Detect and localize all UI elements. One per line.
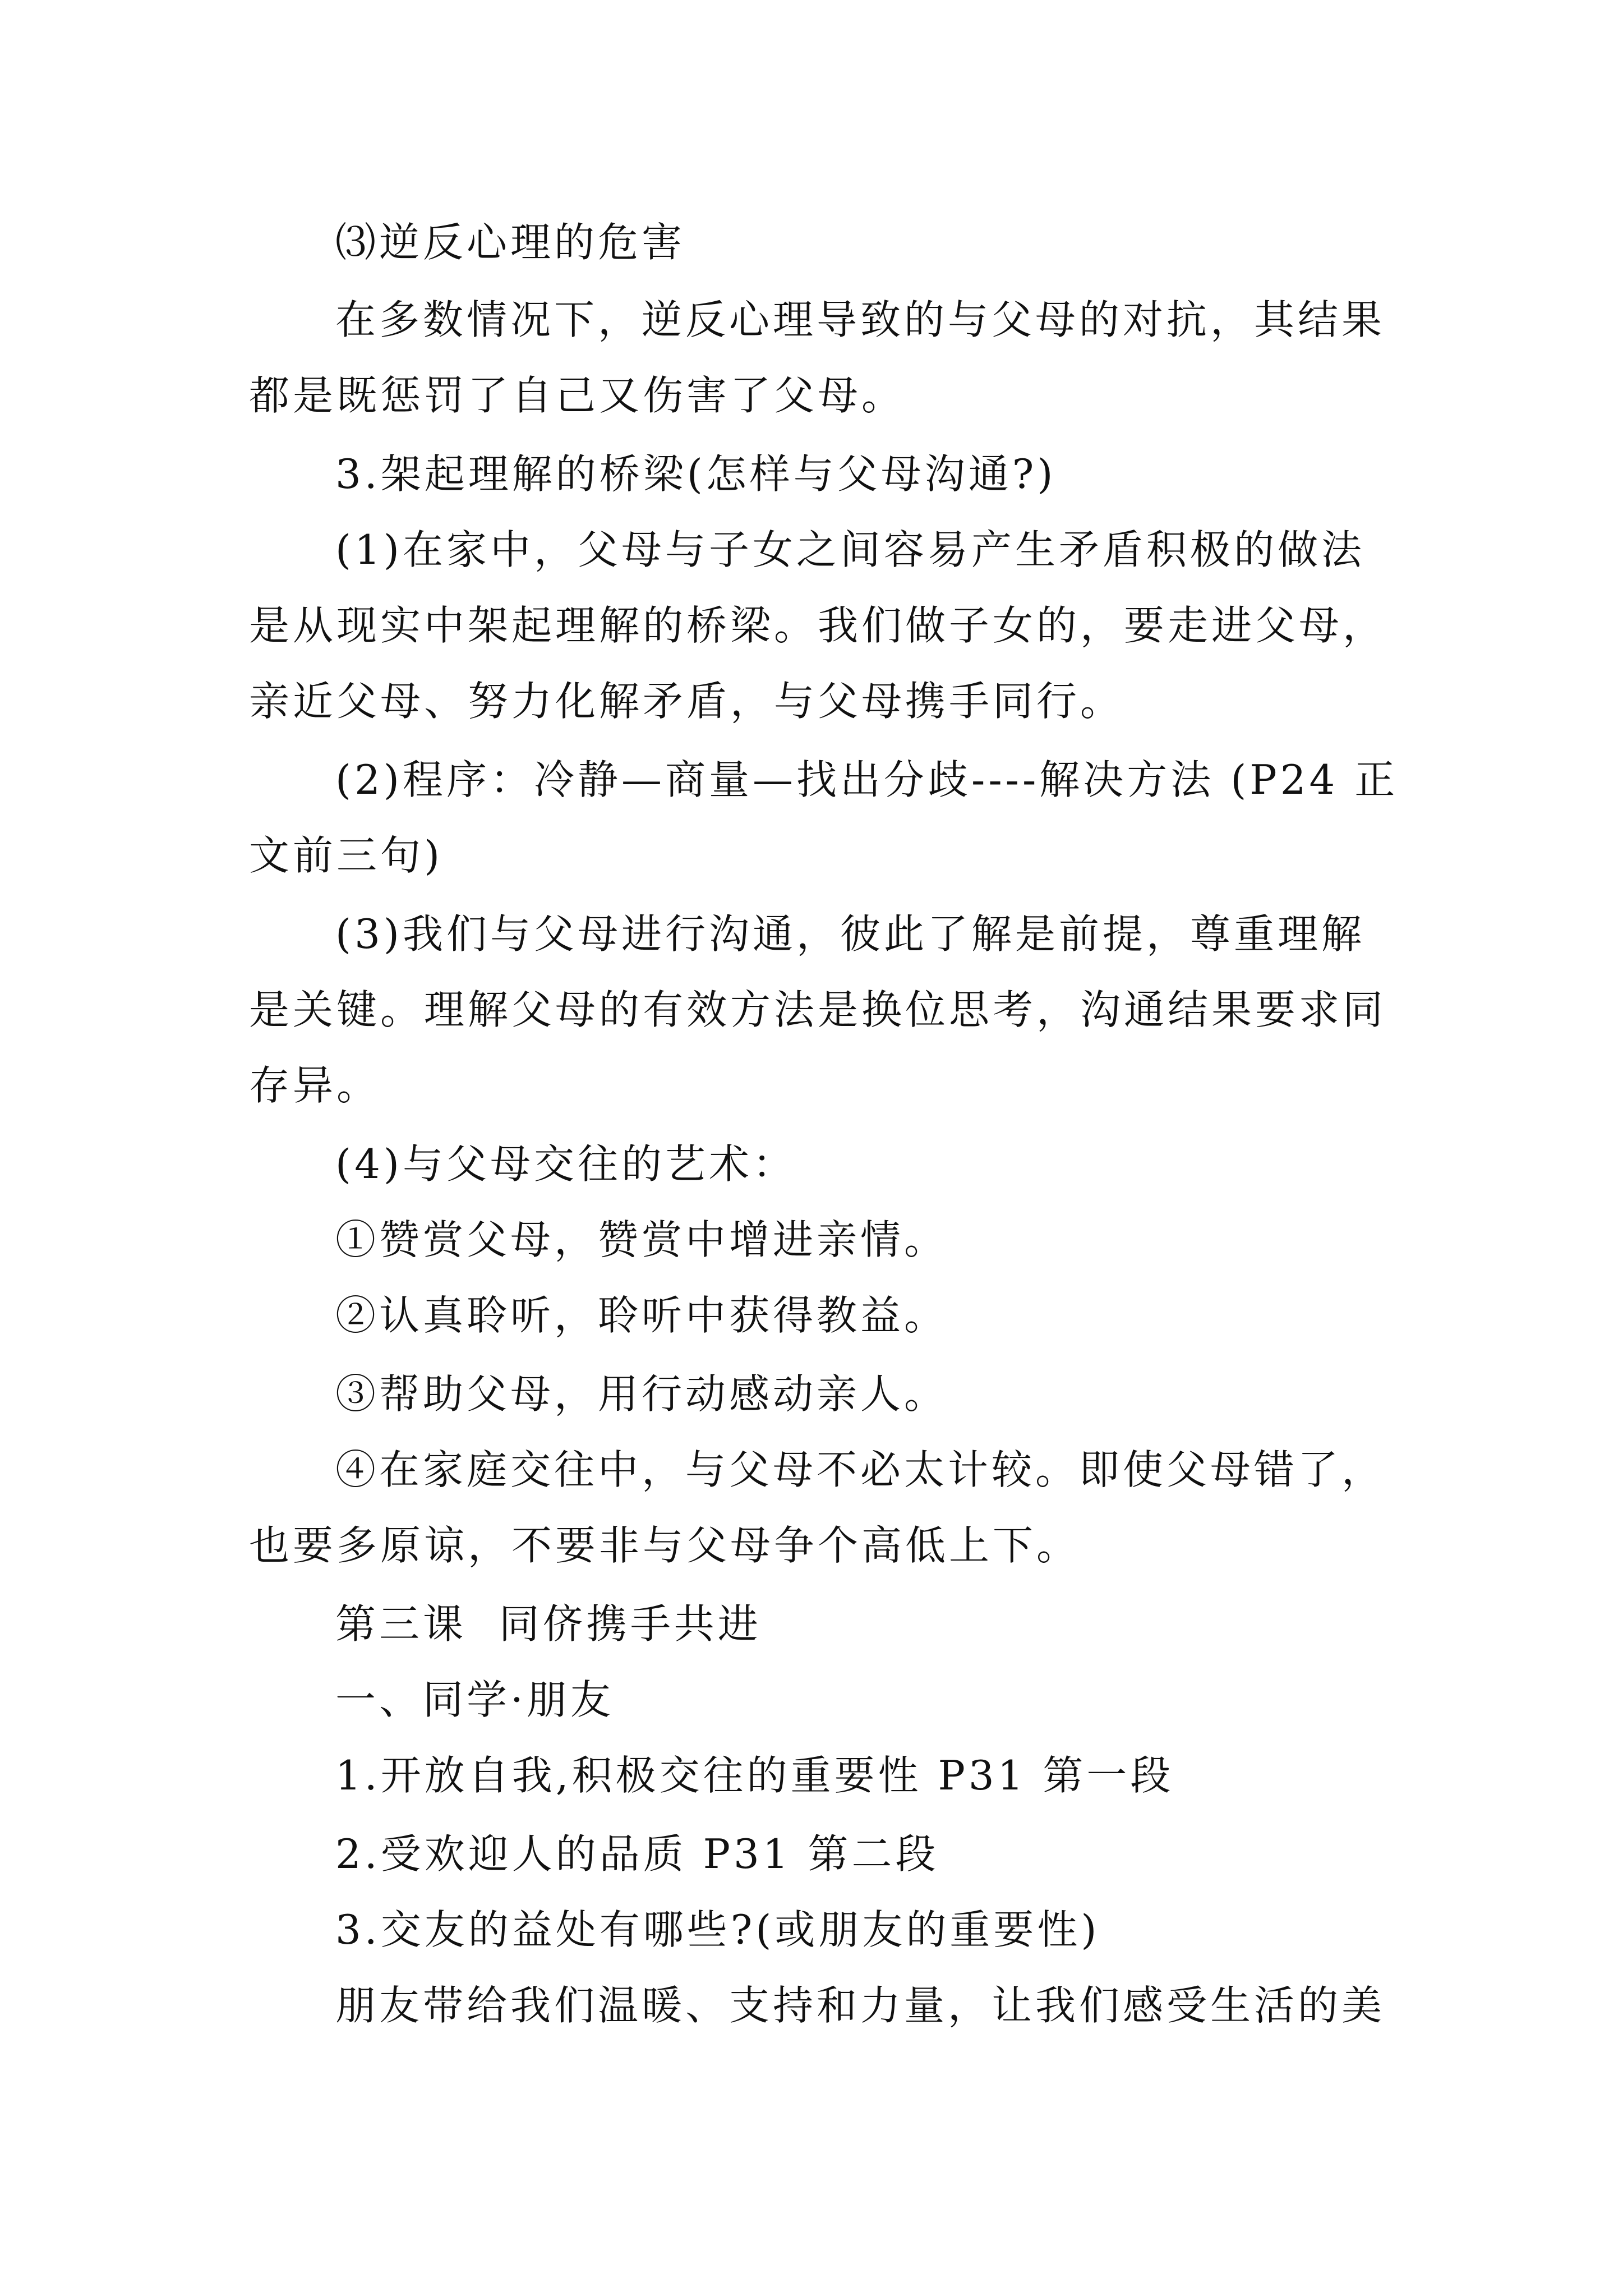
paragraph-line: 存异。 <box>249 1062 381 1109</box>
paragraph-line: 文前三句) <box>249 832 444 879</box>
paragraph-line: (3)我们与父母进行沟通，彼此了解是前提，尊重理解 <box>335 910 1365 958</box>
paragraph-line: 朋友带给我们温暖、支持和力量，让我们感受生活的美 <box>335 1982 1386 2029</box>
paragraph-line: 也要多原谅，不要非与父母争个高低上下。 <box>249 1522 1081 1569</box>
paragraph-line: 亲近父母、努力化解矛盾，与父母携手同行。 <box>249 678 1124 725</box>
subheading-communication-art: (4)与父母交往的艺术： <box>335 1140 796 1188</box>
list-item: ④在家庭交往中，与父母不必太计较。即使父母错了， <box>335 1446 1386 1493</box>
paragraph-line: (1)在家中，父母与子女之间容易产生矛盾积极的做法 <box>335 526 1365 573</box>
paragraph-line: 是从现实中架起理解的桥梁。我们做子女的，要走进父母， <box>249 602 1387 649</box>
list-item: ①赞赏父母，赞赏中增进亲情。 <box>335 1216 948 1263</box>
subheading-harm-of-rebellion: ⑶逆反心理的危害 <box>335 219 686 266</box>
list-item: ③帮助父母，用行动感动亲人。 <box>335 1370 948 1418</box>
subheading-bridge-of-understanding: 3.架起理解的桥梁(怎样与父母沟通?) <box>335 450 1057 498</box>
list-item: ②认真聆听，聆听中获得教益。 <box>335 1292 948 1339</box>
numbered-item: 1.开放自我,积极交往的重要性 P31 第一段 <box>335 1752 1174 1799</box>
numbered-item: 2.受欢迎人的品质 P31 第二段 <box>335 1830 939 1878</box>
numbered-item: 3.交友的益处有哪些?(或朋友的重要性) <box>335 1906 1100 1953</box>
paragraph-line: 在多数情况下，逆反心理导致的与父母的对抗，其结果 <box>335 296 1386 343</box>
paragraph-line: (2)程序：冷静—商量—找出分歧----解决方法 (P24 正 <box>335 756 1399 803</box>
paragraph-line: 都是既惩罚了自己又伤害了父母。 <box>249 372 906 419</box>
section-heading: 一、同学·朋友 <box>335 1676 614 1723</box>
paragraph-line: 是关键。理解父母的有效方法是换位思考，沟通结果要求同 <box>249 986 1387 1033</box>
lesson-title: 第三课 同侪携手共进 <box>335 1600 762 1648</box>
